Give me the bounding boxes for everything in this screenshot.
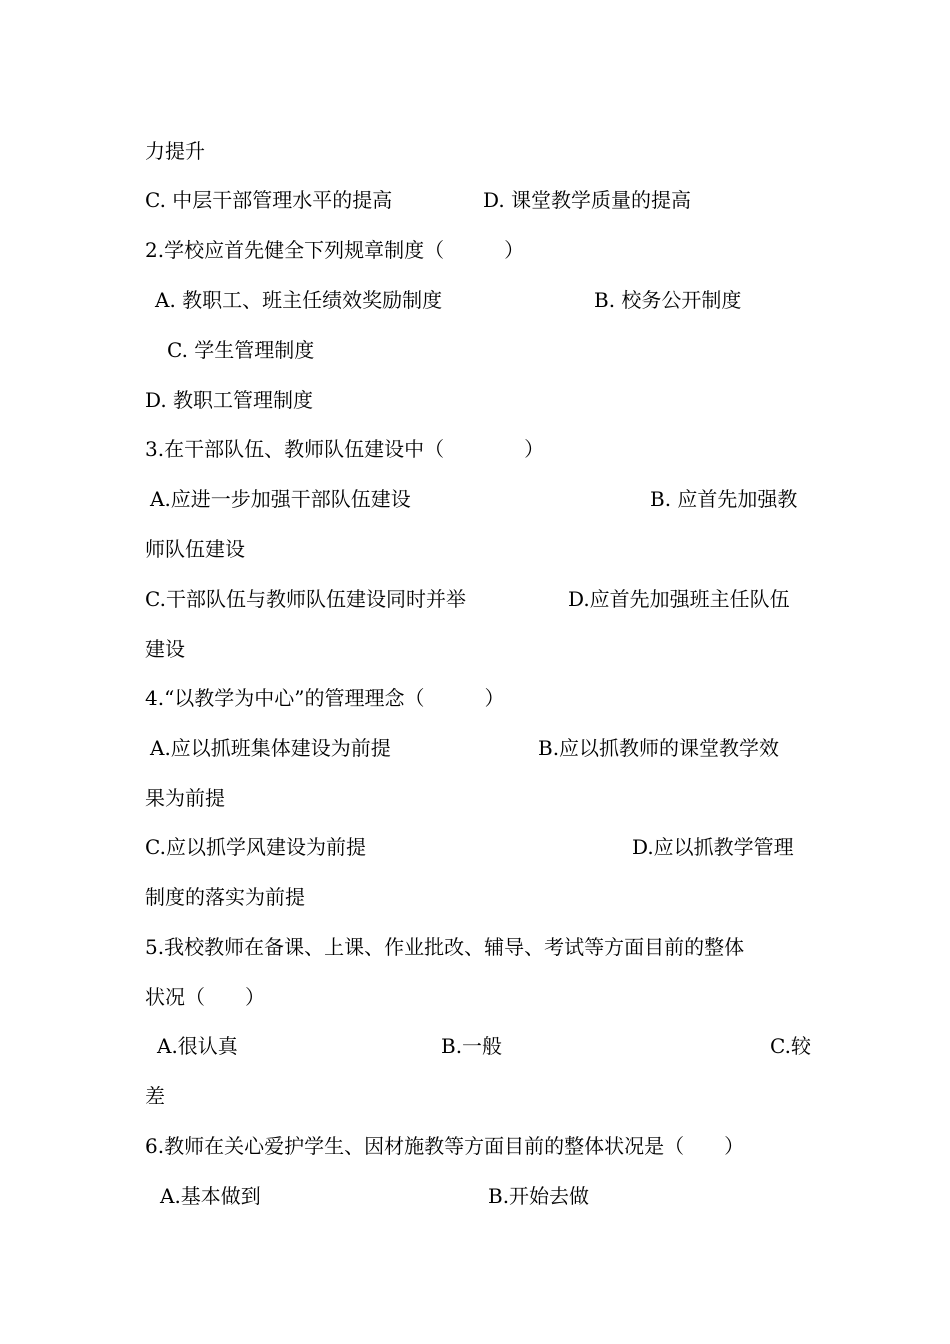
option-d: D. 教职工管理制度 [145, 388, 314, 412]
question-4: 4.“以教学为中心”的管理理念（ ） [145, 686, 505, 710]
option-b: B.应以抓教师的课堂教学效 [538, 736, 780, 760]
option-c: C.较 [770, 1034, 811, 1058]
text-line: 果为前提 [145, 786, 225, 810]
option-b: B.开始去做 [488, 1184, 590, 1208]
text-line: 建设 [145, 637, 185, 661]
question-5: 5.我校教师在备课、上课、作业批改、辅导、考试等方面目前的整体 [145, 935, 745, 959]
option-d: D.应首先加强班主任队伍 [568, 587, 790, 611]
option-a: A. 教职工、班主任绩效奖励制度 [155, 288, 443, 312]
text-line: 力提升 [145, 139, 205, 163]
option-a: A.基本做到 [160, 1184, 261, 1208]
option-d: D.应以抓教学管理 [632, 835, 794, 859]
option-d: D. 课堂教学质量的提高 [483, 188, 692, 212]
option-b: B. 应首先加强教 [650, 487, 798, 511]
question-3: 3.在干部队伍、教师队伍建设中（ ） [145, 437, 545, 461]
option-c: C.应以抓学风建设为前提 [145, 835, 366, 859]
question-2: 2.学校应首先健全下列规章制度（ ） [145, 238, 525, 262]
option-a: A.应进一步加强干部队伍建设 [150, 487, 411, 511]
question-6: 6.教师在关心爱护学生、因材施教等方面目前的整体状况是（ ） [145, 1134, 745, 1158]
option-b: B. 校务公开制度 [594, 288, 742, 312]
text-line: 师队伍建设 [145, 537, 245, 561]
option-b: B.一般 [441, 1034, 503, 1058]
option-c: C.干部队伍与教师队伍建设同时并举 [145, 587, 466, 611]
text-line: 制度的落实为前提 [145, 885, 305, 909]
text-line: 差 [145, 1084, 165, 1108]
option-c: C. 学生管理制度 [167, 338, 315, 362]
option-a: A.很认真 [157, 1034, 238, 1058]
option-a: A.应以抓班集体建设为前提 [150, 736, 391, 760]
text-line: 状况（ ） [145, 985, 265, 1009]
option-c: C. 中层干部管理水平的提高 [145, 188, 393, 212]
